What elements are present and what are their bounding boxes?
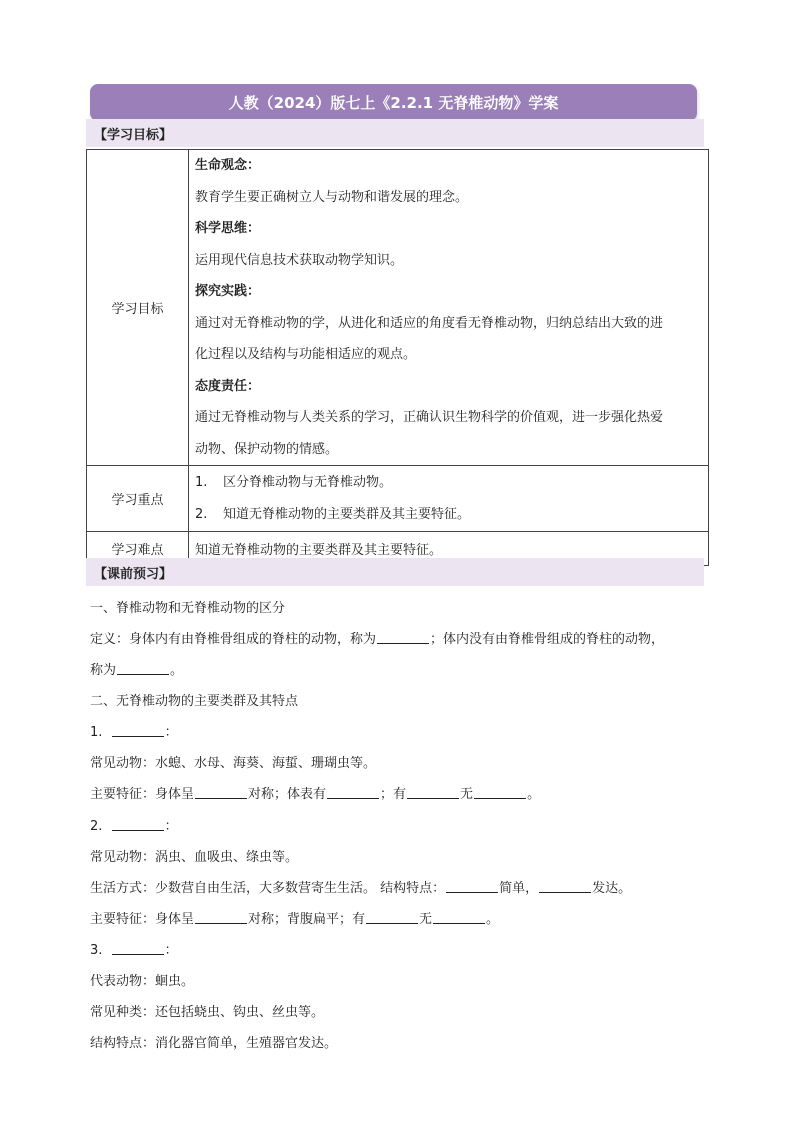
answer-blank[interactable] [377,631,429,644]
goals-content [189,150,709,466]
goal-category: 探究实践： [195,284,261,299]
answer-blank[interactable] [366,911,418,924]
key-points-label: 学习重点 [87,466,189,532]
group-3-structure: 结构特点：消化器官简单，生殖器官发达。 [90,1036,338,1051]
answer-blank[interactable] [433,911,485,924]
list-item: 2. 知道无脊椎动物的主要类群及其主要特征。 [195,506,471,522]
group-1-features: 主要特征：身体呈 对称；体表有 ；有 无 。 [90,787,541,802]
group-2-animals: 常见动物：涡虫、血吸虫、绦虫等。 [90,850,299,865]
goal-category: 态度责任： [195,378,261,394]
difficulty-label: 学习难点 [87,532,189,566]
goal-category: 科学思维： [195,221,261,236]
answer-blank[interactable] [474,786,526,799]
group-2-title: 2. ： [90,819,178,834]
goal-text: 通过无脊椎动物与人类关系的学习，正确认识生物科学的价值观，进一步强化热爱 [195,410,664,425]
answer-blank[interactable] [195,911,247,924]
preview-heading-2: 二、无脊椎动物的主要类群及其特点 [90,694,299,709]
answer-blank[interactable] [407,786,459,799]
group-3-species: 常见种类：还包括蛲虫、钩虫、丝虫等。 [90,1005,325,1020]
answer-blank[interactable] [112,942,164,955]
answer-blank[interactable] [112,818,164,831]
list-item: 1. 区分脊椎动物与无脊椎动物。 [195,475,393,490]
goal-category: 生命观念： [195,158,261,173]
preview-heading-1: 一、脊椎动物和无脊椎动物的区分 [90,601,286,616]
group-1-animals: 常见动物：水螅、水母、海葵、海蜇、珊瑚虫等。 [90,756,377,771]
answer-blank[interactable] [539,880,591,893]
definition-line-2: 称为 。 [90,663,184,678]
goal-text: 化过程以及结构与功能相适应的观点。 [195,347,417,362]
difficulty-content: 知道无脊椎动物的主要类群及其主要特征。 [189,532,709,566]
section-heading-preview: 【课前预习】 [86,558,704,586]
answer-blank[interactable] [446,880,498,893]
definition-line: 定义：身体内有由脊椎骨组成的脊柱的动物，称为 ；体内没有由脊椎骨组成的脊柱的动物， [90,632,665,647]
group-2-lifestyle: 生活方式：少数营自由生活，大多数营寄生生活。 结构特点： 简单， 发达。 [90,881,632,896]
group-3-representative: 代表动物：蛔虫。 [90,974,195,989]
answer-blank[interactable] [327,786,379,799]
page-title: 人教（2024）版七上《2.2.1 无脊椎动物》学案 [90,84,697,121]
answer-blank[interactable] [195,786,247,799]
answer-blank[interactable] [112,724,164,737]
goal-text: 运用现代信息技术获取动物学知识。 [195,252,404,268]
table-row [87,150,709,466]
goal-text: 通过对无脊椎动物的学，从进化和适应的角度看无脊椎动物，归纳总结出大致的进 [195,315,664,331]
group-2-features: 主要特征：身体呈 对称；背腹扁平；有 无 。 [90,912,500,927]
table-row [87,466,709,532]
goals-label: 学习目标 [87,150,189,466]
group-3-title: 3. ： [90,943,178,958]
goal-text: 动物、保护动物的情感。 [195,441,339,457]
key-points-content [189,466,709,532]
group-1-title: 1. ： [90,725,178,740]
section-heading-goals: 【学习目标】 [86,119,704,147]
answer-blank[interactable] [117,662,169,675]
goal-text: 教育学生要正确树立人与动物和谐发展的理念。 [195,189,469,205]
goals-table [86,149,709,566]
